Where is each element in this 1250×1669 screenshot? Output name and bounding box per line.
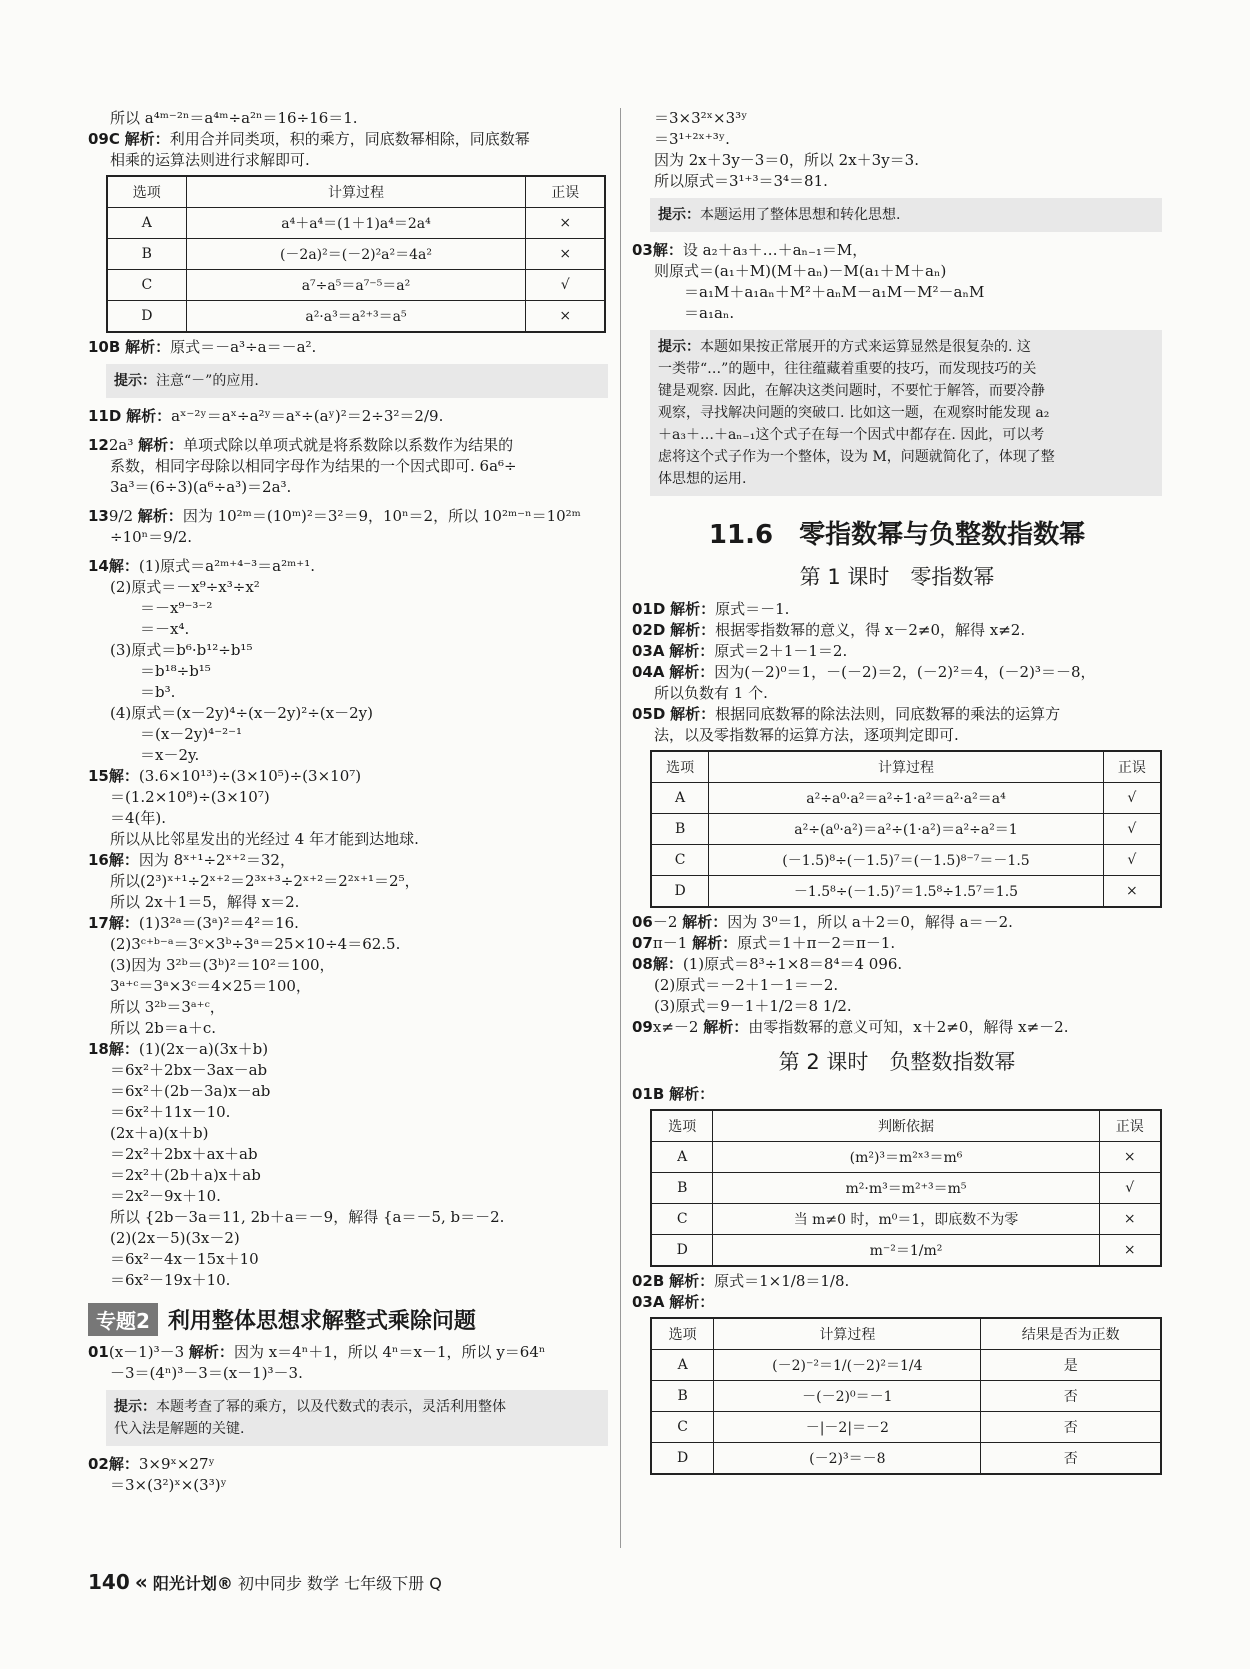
text-line: ＝b³. [140,683,176,701]
left-column [88,108,608,1496]
question-12: 122a³ 解析：单项式除以单项式就是将系数除以系数作为结果的 [88,436,514,454]
text-line: ＝(x－2y)⁴⁻²⁻¹ [140,725,243,743]
right-column [632,108,1162,1479]
tip-box: 提示：本题运用了整体思想和转化思想. [650,198,1162,232]
table-row: B a²÷(a⁰·a²)＝a²÷(1·a²)＝a²÷a²＝1 √ [651,814,1161,845]
text-line: ＝(1.2×10⁸)÷(3×10⁷) [110,788,270,806]
text-line: ＝b¹⁸÷b¹⁵ [140,662,211,680]
table-row: C (－1.5)⁸÷(－1.5)⁷＝(－1.5)⁸⁻⁷＝－1.5 √ [651,845,1161,876]
question-14: 14解：(1)原式＝a²ᵐ⁺⁴⁻³＝a²ᵐ⁺¹. [88,557,316,575]
table-row: D m⁻²＝1/m² × [651,1235,1161,1267]
text-line: 则原式＝(a₁＋M)(M＋aₙ)－M(a₁＋M＋aₙ) [654,262,947,280]
question-z04: 04A 解析：因为(－2)⁰＝1，－(－2)＝2，(－2)²＝4，(－2)³＝－8， [632,663,1096,681]
table-row: B (－2a)²＝(－2)²a²＝4a² × [107,239,605,270]
lesson-title: 第 2 课时 负整数指数幂 [778,1050,1016,1074]
tip-box: 提示：本题考查了幂的乘方，以及代数式的表示，灵活利用整体 代入法是解题的关键. [106,1390,608,1446]
text-line: 因为 2x＋3y－3＝0，所以 2x＋3y＝3. [654,151,919,169]
text-line: ＝6x²－19x＋10. [110,1271,231,1289]
table-q9: 选项 计算过程 正误 A a⁴＋a⁴＝(1＋1)a⁴＝2a⁴ × B (－2a)²＝(－2)²a²＝4a² × C a⁷÷a⁵＝a⁷⁻⁵＝a² √ D a²·a³＝a²⁺³＝a⁵ × [106,175,606,333]
question-18: 18解：(1)(2x－a)(3x＋b) [88,1040,269,1058]
text-line: (2)3ᶜ⁺ᵇ⁻ᵃ＝3ᶜ×3ᵇ÷3ᵃ＝25×10÷4＝62.5. [110,935,401,953]
question-z05: 05D 解析：根据同底数幂的除法法则，同底数幂的乘法的运算方 [632,705,1061,723]
text-line: ＝3×3²ˣ×3³ʸ [654,109,748,127]
question-z07: 07π－1 解析：原式＝1＋π－2＝π－1. [632,934,896,952]
table-row: C 当 m≠0 时，m⁰＝1，即底数不为零 × [651,1204,1161,1235]
text-line: ＝2x²－9x＋10. [110,1187,221,1205]
text-line: 所以从比邻星发出的光经过 4 年才能到达地球. [110,830,419,848]
brand-name: 阳光计划® [152,1574,233,1593]
text-line: ＝3×(3²)ˣ×(3³)ʸ [110,1476,227,1494]
question-n01: 01B 解析： [632,1085,715,1103]
text-line: (2)原式＝－2＋1－1＝－2. [654,976,839,994]
topic-badge: 专题2 [88,1303,158,1336]
table-row: C －|－2|＝－2 否 [651,1412,1161,1443]
tip-box: 提示：注意“－”的应用. [106,364,608,398]
text-line: ＝－x⁹⁻³⁻² [140,599,213,617]
text-line: ＝－x⁴. [140,620,190,638]
text-line: (3)因为 3²ᵇ＝(3ᵇ)²＝10²＝100， [110,956,335,974]
text-line: 所以 3²ᵇ＝3ᵃ⁺ᶜ， [110,998,225,1016]
question-z06: 06－2 解析：因为 3⁰＝1，所以 a＋2＝0，解得 a＝－2. [632,913,1013,931]
text-line: ＝a₁aₙ. [684,304,735,322]
table-n03: 选项 计算过程 结果是否为正数 A (－2)⁻²＝1/(－2)²＝1/4 是 B －(－2)⁰＝－1 否 C －|－2|＝－2 否 D (－2)³＝－8 否 [650,1317,1162,1475]
column-divider [620,108,621,1548]
question-15: 15解：(3.6×10¹³)÷(3×10⁵)÷(3×10⁷) [88,767,362,785]
question-09: 09C 解析：利用合并同类项，积的乘方，同底数幂相除，同底数幂 [88,130,530,148]
question-z01: 01D 解析：原式＝－1. [632,600,790,618]
page-footer [88,1570,442,1594]
text-line: ÷10ⁿ＝9/2. [110,528,193,546]
text-line: ＝6x²－4x－15x＋10 [110,1250,259,1268]
text-line: ＝4(年). [110,809,167,827]
text-line: (4)原式＝(x－2y)⁴÷(x－2y)²÷(x－2y) [110,704,373,722]
text-line: (3)原式＝9－1＋1/2＝8 1/2. [654,997,852,1015]
text-line: (2)原式＝－x⁹÷x³÷x² [110,578,260,596]
arrows-icon: « [134,1570,148,1594]
table-row: A (m²)³＝m²ˣ³＝m⁶ × [651,1142,1161,1173]
text-line: 系数，相同字母除以相同字母作为结果的一个因式即可. 6a⁶÷ [110,457,517,475]
table-row: A a²÷a⁰·a²＝a²÷1·a²＝a²·a²＝a⁴ √ [651,783,1161,814]
text-line: ＝x－2y. [140,746,200,764]
text-line: 3ᵃ⁺ᶜ＝3ᵃ×3ᶜ＝4×25＝100， [110,977,311,995]
question-z02: 02D 解析：根据零指数幂的意义，得 x－2≠0，解得 x≠2. [632,621,1026,639]
text-line: (3)原式＝b⁶·b¹²÷b¹⁵ [110,641,253,659]
topic-question-02: 02解：3×9ˣ×27ʸ [88,1455,215,1473]
text-line: 所以(2³)ˣ⁺¹÷2ˣ⁺²＝2³ˣ⁺³÷2ˣ⁺²＝2²ˣ⁺¹＝2⁵， [110,872,420,890]
tip-box: 提示：本题如果按正常展开的方式来运算显然是很复杂的. 这 一类带“…”的题中，往往蕴藏着重要的技巧，而发现技巧的关 键是观察. 因此，在解决这类问题时，不要忙于解答，而要冷静 观察，寻找解决问题的突破口. 比如这一题，在观察时能发现 a₂ ＋a₃＋…＋aₙ₋₁这个式子在每一个因式中都存在. 因此，可以考 虑将这个式子作为一个整体，设为 M，问题就简化了，体现了整 体思想的运用. [650,330,1162,496]
table-row: D －1.5⁸÷(－1.5)⁷＝1.5⁸÷1.5⁷＝1.5 × [651,876,1161,908]
text-line: (2)(2x－5)(3x－2) [110,1229,240,1247]
text-line: 所以原式＝3¹⁺³＝3⁴＝81. [654,172,828,190]
question-z03: 03A 解析：原式＝2＋1－1＝2. [632,642,848,660]
question-10: 10B 解析：原式＝－a³÷a＝－a². [88,338,317,356]
text-line: (2x＋a)(x＋b) [110,1124,209,1142]
section-title: 11.6 零指数幂与负整数指数幂 [708,520,1086,550]
topic-question-01: 01(x－1)³－3 解析：因为 x＝4ⁿ＋1，所以 4ⁿ＝x－1，所以 y＝64ⁿ [88,1343,546,1361]
question-n02: 02B 解析：原式＝1×1/8＝1/8. [632,1272,850,1290]
book-title: 初中同步 数学 七年级下册 Q [237,1574,442,1593]
text-line: 3a³＝(6÷3)(a⁶÷a³)＝2a³. [110,478,292,496]
question-13: 139/2 解析：因为 10²ᵐ＝(10ᵐ)²＝3²＝9，10ⁿ＝2，所以 10²ᵐ⁻ⁿ＝10²ᵐ [88,507,581,525]
text-line: 所以 a⁴ᵐ⁻²ⁿ＝a⁴ᵐ÷a²ⁿ＝16÷16＝1. [110,109,358,127]
topic-question-03: 03解：设 a₂＋a₃＋…＋aₙ₋₁＝M， [632,241,868,259]
text-line: 所以 {2b－3a＝11, 2b＋a＝－9，解得 {a＝－5, b＝－2. [110,1208,505,1226]
question-16: 16解：因为 8ˣ⁺¹÷2ˣ⁺²＝32， [88,851,295,869]
question-n03: 03A 解析： [632,1293,715,1311]
question-z09: 09x≠－2 解析：由零指数幂的意义可知，x＋2≠0，解得 x≠－2. [632,1018,1069,1036]
text-line: 所以 2b＝a＋c. [110,1019,217,1037]
text-line: ＝6x²＋2bx－3ax－ab [110,1061,268,1079]
text-line: 所以负数有 1 个. [654,684,768,702]
table-row: A (－2)⁻²＝1/(－2)²＝1/4 是 [651,1350,1161,1381]
lesson-title: 第 1 课时 零指数幂 [799,565,995,589]
text-line: ＝3¹⁺²ˣ⁺³ʸ. [654,130,730,148]
table-row: D a²·a³＝a²⁺³＝a⁵ × [107,301,605,333]
text-line: －3＝(4ⁿ)³－3＝(x－1)³－3. [110,1364,303,1382]
page-number: 140 [88,1570,130,1594]
text-line: ＝2x²＋(2b＋a)x＋ab [110,1166,261,1184]
text-line: 法，以及零指数幂的运算方法，逐项判定即可. [654,726,959,744]
question-11: 11D 解析：aˣ⁻²ʸ＝aˣ÷a²ʸ＝aˣ÷(aʸ)²＝2÷3²＝2/9. [88,407,444,425]
question-z08: 08解：(1)原式＝8³÷1×8＝8⁴＝4 096. [632,955,903,973]
table-row: A a⁴＋a⁴＝(1＋1)a⁴＝2a⁴ × [107,208,605,239]
text-line: ＝6x²＋11x－10. [110,1103,231,1121]
table-row: B －(－2)⁰＝－1 否 [651,1381,1161,1412]
text-line: ＝a₁M＋a₁aₙ＋M²＋aₙM－a₁M－M²－aₙM [684,283,985,301]
table-row: B m²·m³＝m²⁺³＝m⁵ √ [651,1173,1161,1204]
topic-title: 利用整体思想求解整式乘除问题 [167,1309,476,1334]
table-row: D (－2)³＝－8 否 [651,1443,1161,1475]
question-17: 17解：(1)3²ᵃ＝(3ᵃ)²＝4²＝16. [88,914,299,932]
text-line: 相乘的运算法则进行求解即可. [110,151,310,169]
text-line: ＝2x²＋2bx＋ax＋ab [110,1145,258,1163]
table-row: C a⁷÷a⁵＝a⁷⁻⁵＝a² √ [107,270,605,301]
table-n01: 选项 判断依据 正误 A (m²)³＝m²ˣ³＝m⁶ × B m²·m³＝m²⁺³＝m⁵ √ C 当 m≠0 时，m⁰＝1，即底数不为零 × D m⁻²＝1/m² × [650,1109,1162,1267]
topic-heading [88,1303,608,1336]
text-line: ＝6x²＋(2b－3a)x－ab [110,1082,271,1100]
text-line: 所以 2x＋1＝5，解得 x＝2. [110,893,300,911]
table-z05: 选项 计算过程 正误 A a²÷a⁰·a²＝a²÷1·a²＝a²·a²＝a⁴ √ B a²÷(a⁰·a²)＝a²÷(1·a²)＝a²÷a²＝1 √ C (－1.5)⁸÷(－1.5)⁷＝(－1.5)⁸⁻⁷＝－1.5 √ D －1.5⁸÷(－1.5)⁷＝1.5⁸÷1.5⁷＝1.5 × [650,750,1162,908]
